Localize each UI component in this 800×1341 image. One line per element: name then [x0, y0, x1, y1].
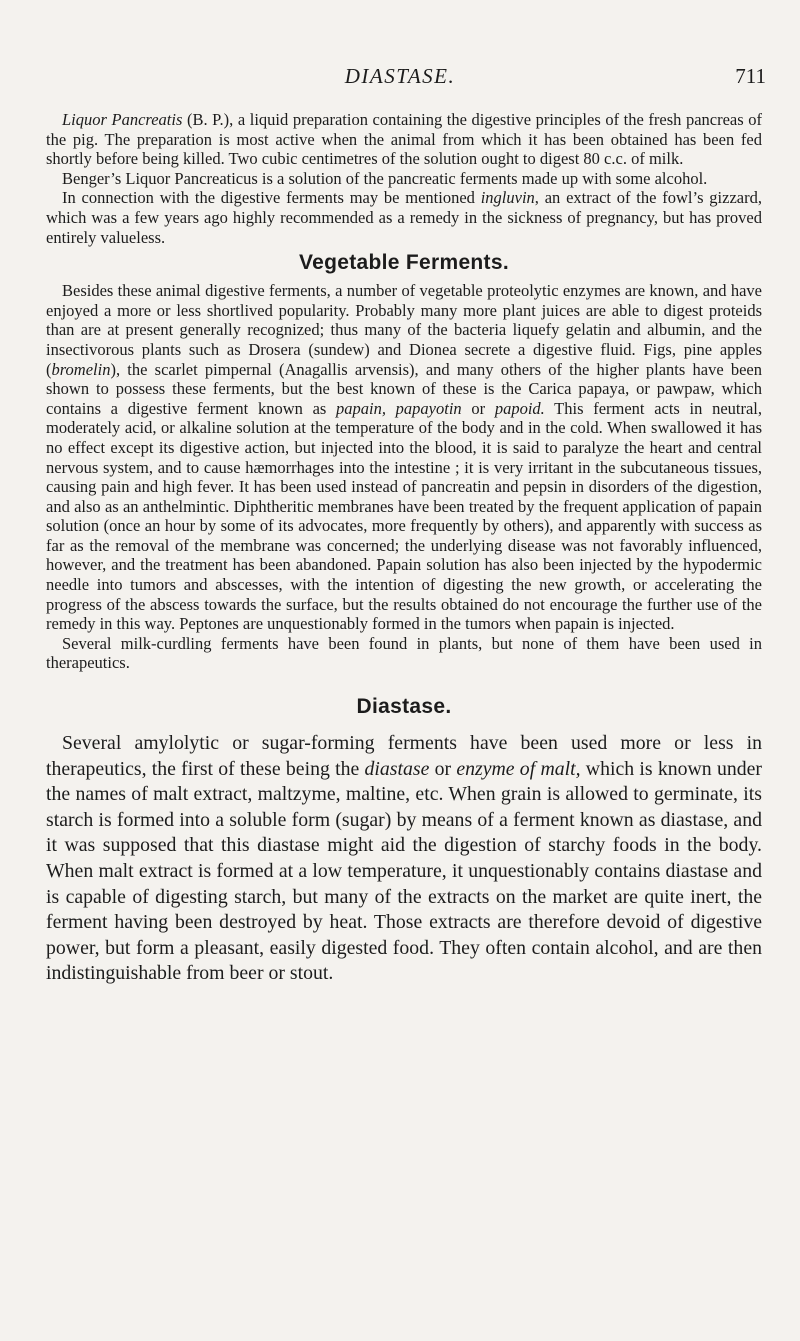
liquor-pancreatis-section	[46, 110, 762, 247]
term-liquor-pancreatis: Liquor Pancreatis	[62, 110, 183, 129]
paragraph-diastase	[46, 731, 762, 987]
term-enzyme-of-malt: enzyme of malt,	[456, 757, 581, 780]
running-head	[0, 64, 800, 94]
page-number: 711	[735, 64, 766, 88]
paragraph-liquor-pancreatis	[46, 110, 762, 169]
paragraph-text: which is known under the names of malt extract, maltzyme, maltine, etc. When grain is allowed to germinate, its starch is formed into a soluble form (sugar) by means of a ferment known as diastase, and it was supposed that this diastase might aid the digestion of starchy foods in the body. When malt extract is formed at a low temperature, it unquestionably contains diastase and is capable of digesting starch, but many of the extracts on the market are quite inert, the ferment having been destroyed by heat. Those extracts are therefore devoid of digestive power, but form a pleasant, easily digested food. They often contain alcohol, and are then indistinguishable from beer or stout.	[46, 757, 762, 985]
paragraph-text: or	[429, 757, 457, 780]
heading-diastase: Diastase.	[356, 695, 452, 719]
paragraph-text: or	[461, 398, 495, 418]
term-bromelin: bromelin	[51, 359, 111, 379]
paragraph-text: ), the scarlet pimpernal (Anagallis arvensis), and many others of the higher plants have been shown to possess these ferments, but the best known of these is the Carica papaya, or pawpaw, which contains a digestive ferment known as	[46, 359, 762, 418]
paragraph-vegetable-ferments	[46, 281, 762, 634]
paragraph-text: In connection with the digestive ferments may be mentioned	[62, 188, 481, 208]
paragraph-text: , an extract of the fowl’s gizzard, which was a few years ago highly recommended as a remedy in the sickness of pregnancy, but has proved entirely valueless.	[46, 188, 762, 247]
heading-vegetable-ferments: Vegetable Ferments.	[299, 251, 509, 275]
vegetable-ferments-section	[46, 281, 762, 673]
paragraph-text: Several amylolytic or sugar-forming ferments have been used more or less in therapeutics, the first of these being the	[46, 732, 762, 780]
paragraph-ingluvin	[46, 188, 762, 247]
diastase-section	[46, 731, 762, 987]
paragraph-text: This ferment acts in neutral, moderately acid, or alkaline solution at the temperature of the body and in the cold. When swallowed it has no effect except its digestive action, but injected into the blood, it is said to paralyze the heart and central nervous system, and to cause hæmorrhages into the intestine ; it is very irritant in the subcutaneous tissues, causing pain and high fever. It has been used instead of pancreatin and pepsin in disorders of the digestion, and also as an anthelmintic. Diphtheritic membranes have been treated by the frequent application of papain solution (once an hour by some of its advocates, more frequently by others), and apparently with success as far as the removal of the membrane was concerned; the underlying disease was not favorably influenced, however, and the treatment has been abandoned. Papain solution has also been injected by the hypodermic needle into tumors and abscesses, with the intention of digesting the new growth, or accelerating the progress of the abscess towards the surface, but the results obtained do not encourage the further use of the remedy in this way. Peptones are unquestionably formed in the tumors when papain is injected.	[46, 398, 763, 634]
paragraph-benger: Benger’s Liquor Pancreaticus is a solution of the pancreatic ferments made up with some alcohol.	[62, 168, 708, 188]
page-content	[46, 110, 762, 987]
running-title: DIASTASE.	[344, 64, 456, 88]
paragraph-text: (B. P.), a liquid preparation containing the digestive principles of the fresh pancreas of the pig. The preparation is most active when the animal from which it has been obtained has been fed shortly before being killed. Two cubic centimetres of the solution ought to digest 80 c.c. of milk.	[46, 110, 762, 169]
term-papoid: papoid.	[494, 398, 545, 418]
paragraph-milk-curdling: Several milk-curdling ferments have been found in plants, but none of them have been used in therapeutics.	[46, 633, 762, 673]
term-ingluvin: ingluvin	[480, 188, 535, 208]
term-diastase: diastase	[364, 757, 430, 780]
term-papain: papain, papayotin	[336, 398, 462, 418]
paragraph-text: Besides these animal digestive ferments, a number of vegetable proteolytic enzymes are known, and have enjoyed a more or less shortlived popularity. Probably many more plant juices are able to digest proteids than are at present generally recognized; thus many of the bacteria liquefy gelatin and albumin, and the insectivorous plants such as Drosera (sundew) and Dionea secrete a digestive fluid. Figs, pine apples (	[46, 281, 762, 379]
